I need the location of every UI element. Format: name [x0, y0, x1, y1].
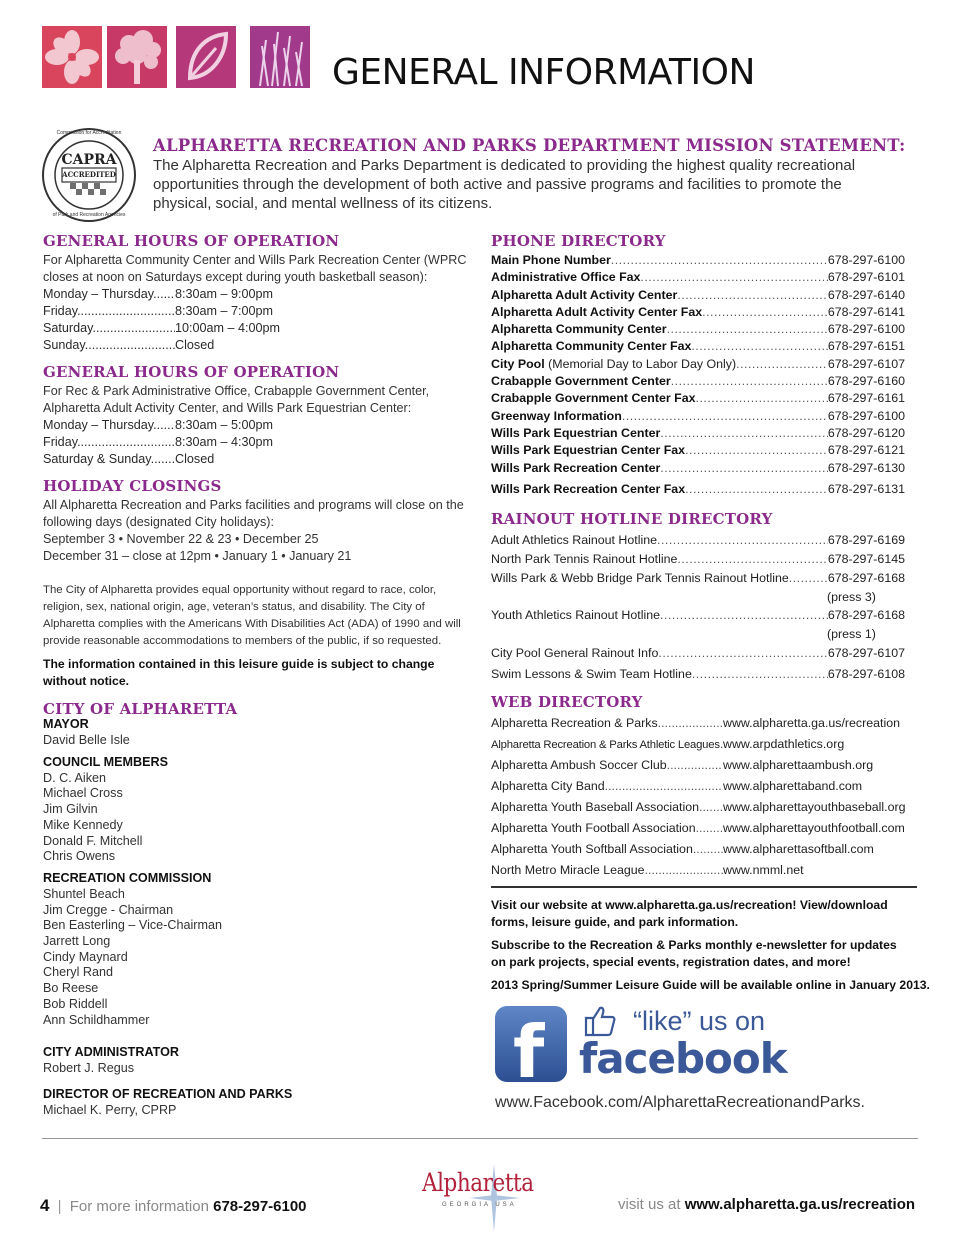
phone-label	[491, 390, 696, 407]
notice-line: forms, leisure guide, and park information.	[491, 914, 739, 929]
notice-line: 2013 Spring/Summer Leisure Guide will be available online in January 2013.	[491, 978, 930, 993]
rainout-row	[491, 550, 905, 569]
web-label: Alpharetta Recreation & Parks Athletic Leagues	[491, 739, 720, 752]
web-link[interactable]: www.alpharetta.ga.us/recreation	[723, 716, 901, 731]
divider	[491, 886, 917, 888]
phone-row	[491, 425, 905, 442]
web-row	[491, 713, 905, 734]
seal-ring-top: Commission for Accreditation	[56, 130, 122, 136]
rainout-list	[491, 531, 905, 685]
hours2-intro: For Rec & Park Administrative Office, Crabapple Government Center,	[43, 384, 430, 398]
phone-number: 678-297-6120	[827, 425, 905, 440]
commission-member: Jim Cregge - Chairman	[43, 902, 174, 917]
phone-row	[491, 442, 905, 459]
phone-label-name: Alpharetta Community Center Fax	[491, 339, 692, 354]
web-link[interactable]: www.alpharettaband.com	[723, 779, 863, 794]
hours-time: 8:30am – 9:00pm	[175, 287, 274, 301]
hours-time: 8:30am – 5:00pm	[175, 418, 274, 432]
phone-label	[491, 338, 691, 355]
hours1-heading: GENERAL HOURS OF OPERATION	[43, 232, 340, 250]
left-column	[43, 230, 468, 1119]
rainout-extra-row	[491, 625, 905, 643]
tree-icon	[107, 26, 167, 88]
hours-row	[43, 434, 468, 451]
hours-row	[43, 417, 468, 434]
commission-member: Jarrett Long	[43, 934, 111, 949]
holiday-dates: December 31 – close at 12pm • January 1 • January 21	[43, 549, 352, 563]
phone-number: 678-297-6100	[827, 408, 905, 423]
logo-wordmark: Alpharetta	[422, 1168, 534, 1197]
phone-label	[491, 425, 660, 442]
web-label: Alpharetta City Band	[491, 779, 605, 794]
web-link[interactable]: www.arpdathletics.org	[723, 737, 845, 752]
notice-line: Subscribe to the Recreation & Parks monthly e-newsletter for updates	[491, 938, 897, 953]
rainout-label: Youth Athletics Rainout Hotline	[491, 608, 660, 623]
hours-day: Monday – Thursday .....	[43, 417, 175, 434]
seal-accredited-text: ACCREDITED	[62, 170, 116, 179]
phone-list	[491, 252, 905, 498]
hours-time: 10:00am – 4:00pm	[175, 321, 281, 335]
footer-right	[618, 1196, 915, 1213]
facebook-block[interactable]	[491, 1000, 905, 1120]
web-link[interactable]: www.alpharettaambush.org	[723, 758, 874, 773]
phone-label	[491, 460, 660, 477]
footer-website-link[interactable]: www.alpharetta.ga.us/recreation	[684, 1196, 916, 1213]
phone-row	[491, 390, 905, 407]
phone-label-name: Wills Park Equestrian Center Fax	[491, 443, 686, 458]
phone-number: 678-297-6131	[827, 481, 905, 496]
mayor-label: MAYOR	[43, 717, 89, 731]
phone-number: 678-297-6107	[827, 356, 905, 371]
web-label: Alpharetta Youth Softball Association	[491, 842, 693, 857]
phone-label	[491, 373, 671, 390]
phone-label	[491, 287, 677, 304]
header	[0, 0, 960, 100]
hours-time: Closed	[175, 452, 215, 466]
eeo-line: religion, sex, national origin, age, veteran’s status, and disability. The City of	[43, 601, 425, 613]
phone-label-name: Wills Park Recreation Center Fax	[491, 481, 686, 496]
phone-label	[491, 356, 736, 373]
phone-label	[491, 481, 685, 498]
council-member: Jim Gilvin	[43, 802, 98, 817]
commission-member: Cheryl Rand	[43, 965, 113, 980]
rainout-extra: (press 1)	[827, 627, 876, 642]
eeo-statement	[43, 582, 468, 650]
web-label: North Metro Miracle League	[491, 863, 645, 878]
phone-row	[491, 481, 905, 498]
hours2-heading: GENERAL HOURS OF OPERATION	[43, 363, 340, 381]
footer-visit-label: visit us at	[618, 1196, 681, 1213]
council-list	[43, 771, 468, 865]
alpharetta-logo	[420, 1160, 534, 1240]
rainout-extra-row	[491, 588, 905, 606]
eeo-line: The City of Alpharetta provides equal opportunity without regard to race, color,	[43, 584, 437, 596]
web-link[interactable]: www.alpharettasoftball.com	[723, 842, 874, 857]
hours-day: Friday .....	[43, 434, 175, 451]
footer-rule	[42, 1138, 918, 1139]
logo-subtitle: GEORGIA USA	[442, 1202, 517, 1208]
phone-label-name: Alpharetta Adult Activity Center	[491, 287, 678, 302]
page-number: 4	[40, 1196, 50, 1215]
phone-number: 678-297-6100	[827, 322, 905, 337]
mission-line: The Alpharetta Recreation and Parks Department is dedicated to providing the highest quality recreational	[153, 157, 856, 174]
right-column	[491, 230, 930, 1120]
phone-row	[491, 408, 905, 425]
capra-seal	[40, 126, 138, 224]
council-member: Michael Cross	[43, 786, 123, 801]
web-link[interactable]: www.alpharettayouthbaseball.org	[723, 800, 906, 815]
eeo-line: provide reasonable accommodations to members of the public, if so requested.	[43, 635, 442, 647]
hours-row	[43, 286, 468, 303]
director-label: DIRECTOR OF RECREATION AND PARKS	[43, 1086, 293, 1101]
web-list	[491, 713, 905, 881]
phone-label	[491, 408, 622, 425]
hours-time: 8:30am – 7:00pm	[175, 304, 274, 318]
rainout-number: 678-297-6169	[827, 533, 905, 548]
holiday-heading: HOLIDAY CLOSINGS	[43, 477, 222, 495]
rainout-row	[491, 606, 905, 625]
hours-row	[43, 320, 468, 337]
phone-row	[491, 321, 905, 338]
web-row	[491, 776, 905, 797]
holiday-line: following days (designated City holidays):	[43, 515, 275, 529]
phone-label-name: Wills Park Equestrian Center	[491, 425, 661, 440]
rainout-number: 678-297-6107	[827, 646, 905, 661]
rainout-heading: RAINOUT HOTLINE DIRECTORY	[491, 510, 773, 529]
rainout-row	[491, 643, 905, 664]
phone-label	[491, 269, 640, 286]
administrator-label: CITY ADMINISTRATOR	[43, 1045, 179, 1060]
rainout-row	[491, 569, 905, 588]
web-heading: WEB DIRECTORY	[491, 693, 643, 712]
hours-day: Saturday & Sunday .....	[43, 451, 175, 468]
hours1-intro: For Alpharetta Community Center and Wills Park Recreation Center (WPRC	[43, 253, 467, 267]
web-row	[491, 797, 905, 818]
council-member: Mike Kennedy	[43, 817, 123, 832]
commission-member: Cindy Maynard	[43, 949, 128, 964]
rainout-number: 678-297-6108	[827, 667, 905, 682]
commission-label: RECREATION COMMISSION	[43, 870, 212, 885]
council-member: Chris Owens	[43, 849, 116, 864]
director-name: Michael K. Perry, CPRP	[43, 1102, 177, 1117]
phone-row	[491, 269, 905, 286]
web-row	[491, 755, 905, 776]
phone-number: 678-297-6161	[827, 391, 905, 406]
phone-number: 678-297-6100	[827, 253, 905, 267]
notice-line: on park projects, special events, registration dates, and more!	[491, 954, 851, 969]
phone-number: 678-297-6140	[827, 287, 905, 302]
phone-number: 678-297-6121	[827, 443, 905, 458]
hours-day: Monday – Thursday .....	[43, 286, 175, 303]
hours1-intro: closes at noon on Saturdays except during youth basketball season):	[43, 270, 428, 284]
commission-member: Ben Easterling – Vice-Chairman	[43, 918, 222, 933]
rainout-number: 678-297-6145	[827, 552, 905, 567]
phone-row	[491, 252, 905, 269]
rainout-label: Adult Athletics Rainout Hotline	[491, 533, 657, 548]
footer-phone: 678-297-6100	[213, 1198, 307, 1215]
facebook-like-text: “like” us on	[633, 1005, 766, 1036]
mission-line: physical, social, and mental wellness of its citizens.	[153, 195, 493, 212]
phone-label-name: City Pool	[491, 356, 545, 371]
change-line: The information contained in this leisure guide is subject to change	[43, 657, 435, 671]
hours2-intro: Alpharetta Adult Activity Center, and Wills Park Equestrian Center:	[43, 401, 412, 415]
phone-label-name: Greenway Information	[491, 408, 622, 423]
phone-row	[491, 460, 905, 477]
phone-number: 678-297-6141	[827, 304, 905, 319]
phone-label	[491, 252, 611, 269]
hours-row	[43, 451, 468, 468]
phone-label-name: Administrative Office Fax	[491, 270, 641, 285]
phone-label-name: Alpharetta Community Center	[491, 322, 667, 337]
notice-line: Visit our website at www.alpharetta.ga.us/recreation! View/download	[491, 898, 888, 913]
facebook-logo-icon[interactable]: f	[495, 1006, 567, 1082]
web-link[interactable]: www.nmml.net	[723, 863, 804, 878]
change-notice	[43, 656, 468, 690]
web-row	[491, 818, 905, 839]
hours-day: Friday .....	[43, 303, 175, 320]
phone-label	[491, 442, 685, 459]
facebook-wordmark: facebook	[579, 1033, 787, 1083]
web-link[interactable]: www.alpharettayouthfootball.com	[723, 821, 905, 836]
rainout-label: Swim Lessons & Swim Team Hotline	[491, 667, 692, 682]
phone-row	[491, 304, 905, 321]
commission-member: Ann Schildhammer	[43, 1012, 150, 1027]
rainout-label: North Park Tennis Rainout Hotline	[491, 552, 678, 567]
phone-label-name: Crabapple Government Center Fax	[491, 391, 696, 406]
web-label: Alpharetta Youth Baseball Association	[491, 800, 700, 815]
city-heading: CITY OF ALPHARETTA	[43, 700, 238, 718]
phone-row	[491, 356, 905, 373]
commission-list	[43, 887, 468, 1028]
council-member: Donald F. Mitchell	[43, 833, 143, 848]
rainout-row	[491, 664, 905, 685]
commission-member: Bo Reese	[43, 981, 99, 996]
web-label: Alpharetta Youth Football Association	[491, 821, 696, 836]
hours-day: Sunday .....	[43, 337, 175, 354]
rainout-number: 678-297-6168	[827, 571, 905, 586]
phone-label-note: (Memorial Day to Labor Day Only)	[544, 356, 737, 371]
mission-line: opportunities through the development of both active and passive programs and facilities to promote the	[153, 176, 842, 193]
council-member: D. C. Aiken	[43, 770, 106, 785]
phone-number: 678-297-6151	[827, 339, 905, 354]
phone-label-name: Crabapple Government Center	[491, 374, 671, 389]
footer-info-label: For more information	[69, 1198, 209, 1215]
phone-row	[491, 373, 905, 390]
phone-number: 678-297-6130	[827, 460, 905, 475]
change-line: without notice.	[43, 674, 129, 688]
web-row	[491, 839, 905, 860]
mission-heading: ALPHARETTA RECREATION AND PARKS DEPARTMENT MISSION STATEMENT:	[153, 136, 906, 155]
seal-ring-bottom: of Park and Recreation Agencies	[52, 212, 126, 218]
phone-row	[491, 338, 905, 355]
commission-member: Bob Riddell	[43, 996, 108, 1011]
web-label: Alpharetta Ambush Soccer Club	[491, 758, 667, 773]
commission-member: Shuntel Beach	[43, 886, 125, 901]
web-label: Alpharetta Recreation & Parks	[491, 716, 658, 731]
phone-label	[491, 321, 667, 338]
rainout-row	[491, 531, 905, 550]
hours-row	[43, 337, 468, 354]
mayor-name: David Belle Isle	[43, 733, 130, 747]
holiday-line: All Alpharetta Recreation and Parks facilities and programs will close on the	[43, 498, 464, 512]
footer-separator: |	[57, 1198, 62, 1215]
rainout-number: 678-297-6168	[827, 608, 905, 623]
phone-number: 678-297-6160	[827, 374, 905, 389]
council-label: COUNCIL MEMBERS	[43, 754, 169, 769]
grass-icon	[250, 26, 310, 88]
flower-icon	[42, 26, 102, 88]
holiday-dates: September 3 • November 22 & 23 • December 25	[43, 532, 319, 546]
mission-text	[153, 156, 855, 213]
footer-left	[40, 1196, 307, 1216]
web-row	[491, 860, 905, 881]
hours-time: Closed	[175, 338, 215, 352]
page-title: GENERAL INFORMATION	[332, 52, 755, 93]
phone-row	[491, 287, 905, 304]
hours-day: Saturday .....	[43, 320, 175, 337]
eeo-line: Alpharetta complies with the Americans With Disabilities Act (ADA) of 1990 and will	[43, 618, 461, 630]
rainout-label: City Pool General Rainout Info	[491, 646, 659, 661]
administrator-name: Robert J. Regus	[43, 1061, 134, 1076]
hours-time: 8:30am – 4:30pm	[175, 435, 274, 449]
web-row	[491, 734, 905, 755]
rainout-label: Wills Park & Webb Bridge Park Tennis Rainout Hotline	[491, 571, 789, 586]
thumbs-up-icon	[583, 1004, 617, 1038]
phone-label-name: Main Phone Number	[491, 253, 611, 267]
phone-label-name: Wills Park Recreation Center	[491, 460, 661, 475]
phone-label-name: Alpharetta Adult Activity Center Fax	[491, 304, 703, 319]
seal-capra-text: CAPRA	[61, 152, 117, 168]
leaf-icon	[176, 26, 236, 88]
hours-row	[43, 303, 468, 320]
facebook-url[interactable]: www.Facebook.com/AlpharettaRecreationandParks.	[495, 1093, 865, 1111]
phone-heading: PHONE DIRECTORY	[491, 232, 666, 250]
phone-label	[491, 304, 702, 321]
notices	[491, 897, 930, 994]
phone-number: 678-297-6101	[827, 270, 905, 285]
rainout-extra: (press 3)	[827, 590, 876, 605]
